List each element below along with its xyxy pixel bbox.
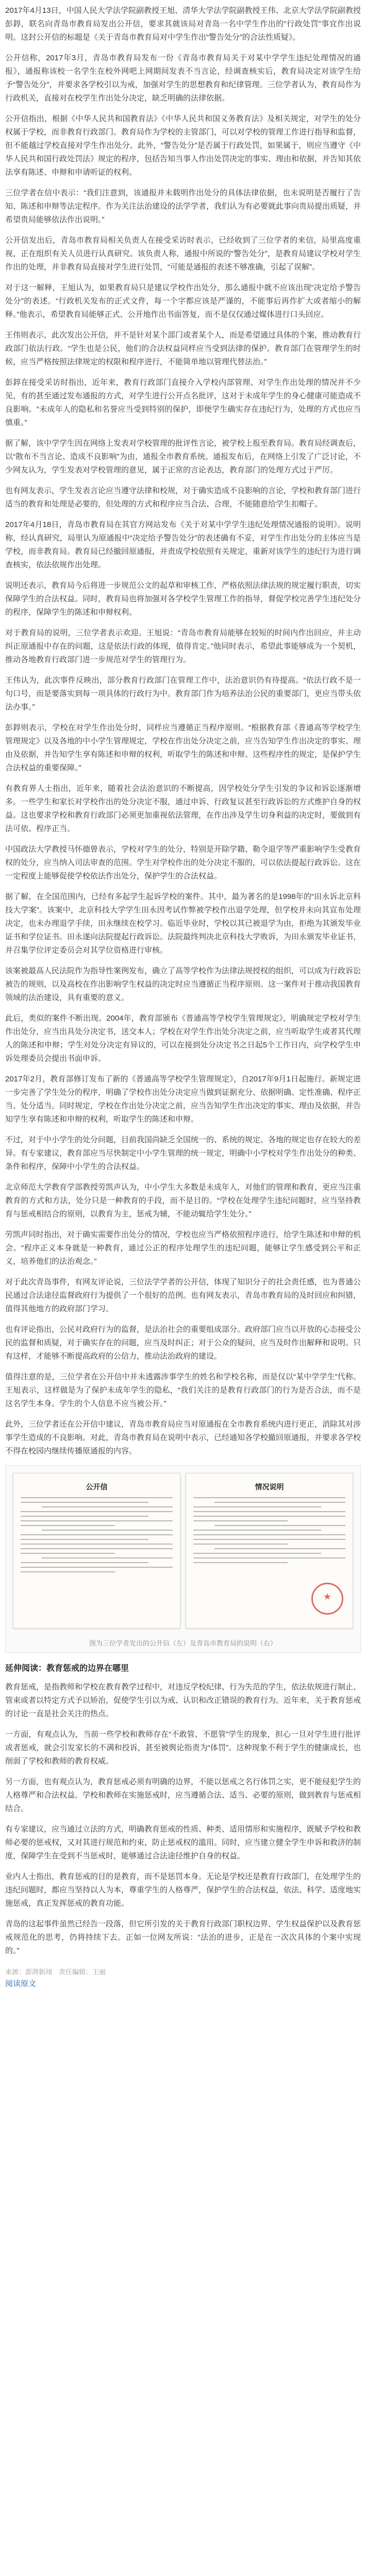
text-line bbox=[193, 1520, 288, 1521]
paragraph: 王伟认为，此次事件反映出，部分教育行政部门在管理工作中，法治意识仍有待提高。“依法行政不是一句口号，而是要落实到每一项具体的行政行为中。教育部门作为培养法治公民的重要部门，更应当带头依法办事。” bbox=[5, 676, 361, 711]
paragraph: 另一方面，也有观点认为，教育惩戒必须有明确的边界，不能以惩戒之名行体罚之实，更不能侵犯学生的人格尊严和合法权益。学校和教师在实施惩戒时，应当遵循合法、适当、必要的原则，做到教育与惩戒相结合。 bbox=[5, 1777, 361, 1813]
paragraph: 2017年4月13日，中国人民大学法学院副教授王旭、清华大学法学院副教授王伟、北京大学法学院副教授彭錞，联名向青岛市教育局发出公开信，要求其就该局对青岛一名中学生作出的“行政处罚”事宜作出说明。这封公开信的标题是《关于青岛市教育局对中学生作出“警告处分”的合法性质疑》。 bbox=[5, 6, 361, 42]
paragraph: 劳凯声同时指出，对于确实需要作出处分的情况，学校也应当严格依照程序进行，给学生陈述和申辩的机会。“程序正义本身就是一种教育，通过公正的程序处理学生的违纪问题，能够让学生感受到公平和正义，培养他们的法治观念。” bbox=[5, 1230, 361, 1266]
paragraph: 对于这一解释，王旭认为，如果教育局只是建议学校作出处分，那么通报中就不应该出现“决定给予警告处分”的表述。“行政机关发布的正式文件，每一个字都应该是严谨的，不能事后再作扩大或者缩小的解释。”他表示，希望教育局能够正式、公开地作出书面答复，而不是仅仅通过媒体进行口头回应。 bbox=[5, 283, 361, 319]
text-line bbox=[193, 1516, 345, 1517]
paragraph: 对于此次青岛事件，有网友评论说，三位法学学者的公开信，体现了知识分子的社会责任感，也为普通公民通过合法途径监督政府行为提供了一个很好的范例。也有网友表示，青岛市教育局的及时回应和纠错，值得其他地方的政府部门学习。 bbox=[5, 1278, 361, 1313]
text-line bbox=[214, 1525, 345, 1526]
text-line bbox=[21, 1553, 115, 1554]
paragraph: 据了解，该中学学生因在网络上发表对学校管理的批评性言论，被学校上报至教育局。教育局经调查后，以“散布不当言论、造成不良影响”为由，通报全市教育系统。通报发布后，在网络上引发了广泛讨论，不少网友认为，学生发表对学校管理的意见，属于正常的言论表达，教育部门的处理方式过于严厉。 bbox=[5, 439, 361, 474]
paragraph: 三位学者在信中表示：“我们注意到，该通报并未载明作出处分的具体法律依据，也未说明是否履行了告知、陈述和申辩等法定程序。作为关注法治建设的法学学者，我们认为有必要就此事向贵局提出质疑，并希望贵局能够依法作出说明。” bbox=[5, 189, 361, 224]
paragraph: 王伟则表示，此次发出公开信，并不是针对某个部门或者某个人，而是希望通过具体的个案，推动教育行政部门依法行政。“学生也是公民，他们的合法权益同样应当受到法律的保护。教育部门在管理学生的时候，应当严格按照法律规定的权限和程序进行，不能简单地以管理代替法治。” bbox=[5, 331, 361, 366]
paragraph: 北京师范大学教育学部教授劳凯声认为，中小学生大多数是未成年人，对他们的管理和教育，更应当注重教育的方式和方法，处分只是一种教育的手段，而不是目的。“学校在处理学生违纪问题时，应当坚持教育与惩戒相结合的原则，以教育为主，惩戒为辅，不能动辄给学生处分。” bbox=[5, 1183, 361, 1218]
text-line bbox=[21, 1567, 173, 1568]
text-line bbox=[193, 1497, 345, 1498]
text-line bbox=[21, 1516, 148, 1517]
text-line bbox=[21, 1539, 148, 1540]
article-source: 来源：澎湃新闻 责任编辑：王丽 bbox=[5, 1968, 106, 1976]
paragraph: 对于教育局的说明，三位学者表示欢迎。王旭说：“青岛市教育局能够在较短的时间内作出回应，并主动纠正原通报中存在的问题，这是依法行政的体现，值得肯定。”他同时表示，希望此事能够成为一个契机，推动各地教育行政部门进一步规范对学生的管理行为。 bbox=[5, 629, 361, 664]
paragraph: 公开信发出后，青岛市教育局相关负责人在接受采访时表示，已经收到了三位学者的来信，局里高度重视，正在组织有关人员进行认真研究。该负责人称，通报中所说的“警告处分”，是教育局建议学校对学生作出的处理，并非教育局直接对学生进行处罚，“可能是通报的表述不够准确，引起了误解”。 bbox=[5, 236, 361, 272]
official-seal-icon bbox=[311, 1583, 343, 1615]
section-title: 延伸阅读：教育惩戒的边界在哪里 bbox=[5, 1664, 129, 1673]
paragraph: 该案被最高人民法院作为指导性案例发布，确立了高等学校作为法律法规授权的组织，可以成为行政诉讼被告的规则，以及高校在作出影响学生权益的决定时应当遵循正当程序原则。这一案件对于推动我国教育领域的法治建设，具有重要的意义。 bbox=[5, 967, 361, 1002]
paragraph: 2017年4月18日，青岛市教育局在其官方网站发布《关于对某中学学生违纪处理情况通报的说明》。说明称，经认真研究，局里认为原通报中“决定给予警告处分”的表述确有不妥，对学生作出处分的主体应当是学校，而非教育局。教育局已经撤回原通报，并责成学校依照有关规定，重新对该学生的违纪行为进行调查核实，依法依规作出处理。 bbox=[5, 520, 361, 569]
read-original-link[interactable]: 阅读原文 bbox=[5, 1979, 37, 1988]
paragraph: 不过，对于中小学生的处分问题，目前我国尚缺乏全国统一的、系统的规定。各地的规定也存在较大的差异。有专家建议，教育部应当尽快制定中小学生管理的统一规定，明确中小学校对学生作出处分的种类、条件和程序，保障中小学生的合法权益。 bbox=[5, 1136, 361, 1171]
text-line bbox=[21, 1497, 173, 1498]
text-line bbox=[193, 1530, 321, 1531]
paragraph: 彭錞则表示，学校在对学生作出处分时，同样应当遵循正当程序原则。“根据教育部《普通高等学校学生管理规定》以及各地的中小学生管理规定，学校在作出处分决定之前，应当告知学生作出决定的事实、理由及依据，并告知学生享有陈述和申辩的权利，听取学生的陈述和申辩。这些程序性的规定，是保护学生合法权益的重要保障。” bbox=[5, 723, 361, 772]
paragraph: 也有评论指出，公民对政府行为的监督，是法治社会的重要组成部分。政府部门应当以开放的心态接受公民的监督和质疑，对于确实存在的问题，应当及时纠正；对于公众的疑问，应当及时作出解释和说明。只有这样，才能够不断提高政府的公信力，推动法治政府的建设。 bbox=[5, 1325, 361, 1361]
text-line bbox=[193, 1506, 321, 1507]
text-line bbox=[214, 1502, 345, 1503]
bureau-statement-photo bbox=[186, 1473, 353, 1629]
paragraph: 教育惩戒，是指教师和学校在教育教学过程中，对违反学校纪律、行为失范的学生，依法依规进行制止、管束或者以特定方式予以矫治，促使学生引以为戒、认识和改正错误的教育行为。近年来，关于教育惩戒的讨论一直是社会关注的热点。 bbox=[5, 1683, 361, 1718]
paragraph: 有教育界人士指出，近年来，随着社会法治意识的不断提高，因学校处分学生引发的争议和诉讼逐渐增多。一些学生和家长对学校作出的处分决定不服，通过申诉、行政复议甚至行政诉讼的方式维护自身的权益。这也要求学校和教育行政部门必须更加重视依法管理，在作出涉及学生切身利益的决定时，要做到有法可依、程序正当。 bbox=[5, 784, 361, 833]
paragraph: 此外，三位学者还在公开信中建议，青岛市教育局应当对原通报在全市教育系统内进行更正，消除其对涉事学生造成的不良影响。对此，青岛市教育局在说明中表示，已经通知各学校撤回原通报，并要求各学校不得在校园内继续传播原通报的内容。 bbox=[5, 1420, 361, 1455]
text-line bbox=[21, 1562, 148, 1563]
paragraph: 青岛的这起事件虽然已经告一段落，但它所引发的关于教育行政部门职权边界、学生权益保护以及教育惩戒规范化的思考，仍将持续下去。正如一位网友所说：“法治的进步，正是在一次次具体的个案中实现的。” bbox=[5, 1920, 361, 1955]
text-line bbox=[193, 1557, 345, 1558]
text-line bbox=[193, 1544, 288, 1545]
text-line bbox=[21, 1525, 115, 1526]
article-body bbox=[5, 0, 361, 2003]
figure-caption: 图为三位学者发出的公开信（左）及青岛市教育局的说明（右） bbox=[89, 1639, 277, 1647]
open-letter-photo bbox=[13, 1473, 180, 1629]
text-line bbox=[21, 1548, 173, 1549]
text-line bbox=[21, 1544, 173, 1545]
text-line bbox=[21, 1571, 115, 1572]
paragraph: 此后，类似的案件不断出现。2004年，教育部颁布《普通高等学校学生管理规定》，明确规定学校对学生作出处分，应当出具处分决定书，送交本人；学校在对学生作出处分决定之前，应当听取学生或者其代理人的陈述和申辩；学生对处分决定有异议的，可以在接到处分决定书之日起5个工作日内，向学校学生申诉处理委员会提出书面申诉。 bbox=[5, 1014, 361, 1063]
text-line bbox=[193, 1539, 345, 1540]
text-line bbox=[21, 1502, 148, 1503]
text-line bbox=[21, 1520, 173, 1521]
text-line bbox=[42, 1530, 173, 1531]
text-line bbox=[21, 1511, 173, 1512]
article-paragraphs-part2 bbox=[5, 1681, 361, 1958]
paragraph: 也有网友表示，学生发表言论应当遵守法律和校规，对于确实造成不良影响的言论，学校和教育部门进行适当的教育和处理是必要的，但处理的方式和程序应当合法、合理，不能随意给学生扣帽子。 bbox=[5, 486, 361, 509]
text-line bbox=[193, 1511, 345, 1512]
paragraph: 业内人士指出，教育惩戒的目的是教育，而不是惩罚本身。无论是学校还是教育行政部门，在处理学生的违纪问题时，都应当坚持以人为本，尊重学生的人格尊严，保护学生的合法权益，依法、科学、适度地实施惩戒，真正发挥惩戒的教育功能。 bbox=[5, 1872, 361, 1908]
paragraph: 有专家建议，应当通过立法的方式，明确教育惩戒的性质、种类、适用情形和实施程序，既赋予学校和教师必要的惩戒权，又对其进行规范和约束，防止惩戒权的滥用。同时，应当建立健全学生申诉和救济的制度，保障学生在受到不当惩戒时，能够通过合法途径维护自身的权益。 bbox=[5, 1825, 361, 1860]
text-line bbox=[214, 1548, 345, 1549]
text-line bbox=[42, 1557, 173, 1558]
paragraph: 公开信指出，根据《中华人民共和国教育法》《中华人民共和国义务教育法》及相关规定，对学生的处分权属于学校，而非教育行政部门。教育局作为学校的主管部门，可以对学校的管理工作进行指导和监督，但不能越过学校直接对学生作出处分。此外，“警告处分”是否属于行政处罚，如果属于，则应当遵守《中华人民共和国行政处罚法》规定的程序，包括告知当事人作出处罚决定的事实、理由和依据，并告知其依法享有陈述、申辩和申请听证的权利。 bbox=[5, 114, 361, 177]
paragraph: 据了解，在全国范围内，已经有多起学生起诉学校的案件。其中，最为著名的是1998年的“田永诉北京科技大学案”。该案中，北京科技大学学生田永因考试作弊被学校作出退学处理，但学校并未向其宣布处理决定，也未办理退学手续，田永继续在校学习。临近毕业时，学校以其已被退学为由，拒绝为其颁发毕业证书和学位证书。田永遂向法院提起行政诉讼。法院最终判决北京科技大学败诉，为田永颁发毕业证书，并召集学位评定委员会对其学位资格进行审核。 bbox=[5, 892, 361, 955]
document-figure bbox=[5, 1465, 361, 1653]
paragraph: 说明还表示，教育局今后将进一步规范公文的起草和审核工作，严格依照法律法规的规定履行职责，切实保障学生的合法权益。同时，教育局也将加强对各学校学生管理工作的指导，督促学校完善学生违纪处分的程序，保障学生的陈述和申辩权利。 bbox=[5, 581, 361, 617]
article-paragraphs-part1 bbox=[5, 4, 361, 1458]
text-line bbox=[193, 1562, 288, 1563]
paragraph: 值得注意的是，三位学者在公开信中并未透露涉事学生的姓名和学校名称，而是仅以“某中学学生”代称。王旭表示，这样做是为了保护未成年学生的隐私，“我们关注的是教育行政部门的行为是否合法，而不是这名学生本身。学生的个人信息不应当被公开。” bbox=[5, 1372, 361, 1408]
paragraph: 一方面，有观点认为，当前一些学校和教师存在“不敢管、不愿管”学生的现象，担心一旦对学生进行批评或者惩戒，就会引发家长的不满和投诉，甚至被舆论指责为“体罚”。这种现象不利于学生的健康成长，也削弱了学校和教师的教育权威。 bbox=[5, 1730, 361, 1766]
paragraph: 中国政法大学教授马怀德曾表示，学校对学生的处分，特别是开除学籍、勒令退学等严重影响学生受教育权的处分，应当纳入司法审查的范围。学生对学校作出的处分决定不服的，可以依法提起行政诉讼。这在一定程度上能够促使学校依法作出处分，保护学生的合法权益。 bbox=[5, 845, 361, 880]
text-line bbox=[193, 1553, 321, 1554]
document-photo-pair bbox=[6, 1466, 360, 1636]
paragraph: 彭錞在接受采访时指出，近年来，教育行政部门直接介入学校内部管理、对学生作出处理的情况并不少见，有的甚至通过发布通报的方式，对学生进行公开点名批评，这对于未成年学生的身心健康可能造成不良影响。“未成年人的隐私和名誉应当受到特别的保护，即便学生确实存在违纪行为，处理的方式也应当慎重。” bbox=[5, 378, 361, 427]
paragraph: 公开信称，2017年3月，青岛市教育局发布一份《青岛市教育局关于对某中学学生违纪处理情况的通报》，通报称该校一名学生在校外网吧上网期间发表不当言论，经调查核实后，教育局决定对该学生给予“警告处分”，并要求各学校引以为戒，加强对学生的思想教育和纪律管理。三位学者认为，教育局作为行政机关，直接对在校学生作出处分决定，缺乏明确的法律依据。 bbox=[5, 54, 361, 103]
text-line bbox=[21, 1534, 173, 1535]
text-line bbox=[42, 1506, 173, 1507]
open-letter-title: 公开信 bbox=[86, 1483, 108, 1491]
text-line bbox=[193, 1534, 345, 1535]
paragraph: 2017年2月，教育部修订发布了新的《普通高等学校学生管理规定》，自2017年9月1日起施行。新规定进一步完善了学生处分的程序，明确了学校作出处分决定应当做到证据充分、依据明确、定性准确、程序正当、处分适当。同时规定，学校在作出处分决定之前，应当告知学生作出决定的事实、理由及依据，并告知学生享有陈述和申辩的权利，听取学生的陈述和申辩。 bbox=[5, 1075, 361, 1124]
bureau-statement-title: 情况说明 bbox=[255, 1483, 284, 1491]
